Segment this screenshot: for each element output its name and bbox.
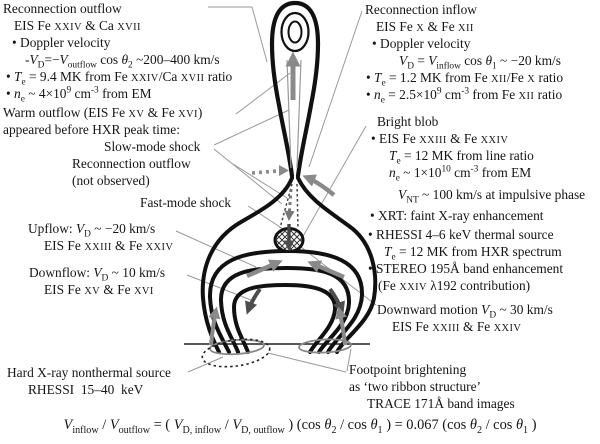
leader-slow-shock-upper — [214, 110, 289, 145]
label-outflow-density: • $n_e$ ~ $4\times 10^9$ $cm^{-3}$ from EM — [6, 85, 152, 105]
slow-shock-right-dotted — [297, 184, 298, 228]
label-blob-density: $n_e$ ~ $1\times 10^{10}$ $cm^{-3}$ from EM — [389, 164, 532, 184]
label-blob-hxr-temp: $T_e = 12$ MK from HXR spectrum — [384, 244, 562, 263]
leader-warm-outflow — [236, 73, 290, 114]
label-slow-mode-shock: Slow-mode shock — [104, 139, 201, 154]
label-hxr-source-1: Hard X-ray nonthermal source — [7, 365, 171, 380]
label-blob-heading: Bright blob — [377, 114, 439, 129]
label-inflow-temperature: • $T_e = 1.2$ MK from Fe XII/Fe X ratio — [366, 70, 564, 89]
leader-footpoint-left — [268, 353, 346, 372]
leader-downflow — [187, 275, 251, 300]
label-inflow-density: • $n_e = 2.5\times 10^9$ $cm^{-3}$ from Fe XII ratio — [366, 86, 563, 106]
label-blob-temp: $T_e = 12$ MK from line ratio — [389, 148, 534, 167]
label-outflow-instrument: EIS Fe XXIV & Ca XVII — [14, 18, 141, 33]
label-downflow-2: EIS Fe XV & Fe XVI — [44, 282, 154, 297]
leader-upflow — [176, 231, 256, 267]
label-blob-vnt: $V_{NT}$ ~ 100 km/s at impulsive phase — [398, 187, 586, 206]
label-inflow-instrument: EIS Fe X & Fe XII — [376, 19, 474, 34]
label-blob-stereo: • STEREO 195Å band enhancement — [368, 261, 564, 276]
label-outflow-temperature: • $T_e = 9.4$ MK from Fe XXIV/Ca XVII ratio — [6, 69, 233, 88]
plasmoid-ellipse-outer — [282, 13, 309, 51]
label-fast-mode-shock: Fast-mode shock — [140, 195, 232, 210]
label-inflow-heading: Reconnection inflow — [365, 2, 477, 17]
label-downflow-1: Downflow: $V_D$ ~ 10 km/s — [29, 265, 166, 284]
label-blob-xrt: • XRT: faint X-ray enhancement — [370, 208, 544, 223]
label-outflow-doppler: • Doppler velocity — [12, 35, 111, 50]
bright-blob-shape — [275, 224, 303, 252]
leader-recon-outflow-not-observed — [233, 164, 287, 198]
cusp-right-leg — [298, 178, 375, 352]
label-blob-stereo2: (Fe XXIV λ192 contribution) — [378, 278, 531, 293]
label-inflow-doppler: • Doppler velocity — [372, 36, 471, 51]
label-blob-rhessi: • RHESSI 4–6 keV thermal source — [368, 227, 554, 242]
label-footpoint-1: Footpoint brightening — [349, 362, 467, 377]
label-outflow-heading: Reconnection outflow — [3, 1, 122, 16]
plasmoid-ellipse-inner — [289, 22, 302, 43]
label-warm-outflow-1: Warm outflow (EIS Fe XV & Fe XVI) — [3, 105, 203, 120]
inflow-arrow-left-head — [279, 165, 289, 176]
label-downward-motion-1: Downward motion $V_D$ ~ 30 km/s — [377, 302, 553, 321]
label-not-observed: (not observed) — [72, 173, 150, 188]
loop-4 — [234, 285, 335, 352]
inflow-arrow-right-curved — [306, 177, 334, 195]
label-footpoint-3: TRACE 171Å band images — [367, 396, 515, 411]
label-blob-eis: • EIS Fe XXIII & Fe XXIV — [371, 131, 509, 146]
label-downward-motion-2: EIS Fe XXIII & Fe XXIV — [392, 319, 522, 334]
leader-hxr-source — [188, 357, 223, 372]
label-warm-outflow-2: appeared before HXR peak time: — [3, 122, 180, 137]
label-hxr-source-2: RHESSI 15–40 keV — [28, 382, 144, 397]
label-inflow-velocity: $V_D = V_{inflow}$ $\cos \theta_1$ ~ −20 km/s — [399, 53, 561, 72]
label-footpoint-2: as ‘two ribbon structure’ — [349, 379, 482, 394]
inflow-arrow-left-dashed — [252, 171, 277, 173]
outflow-not-observed-arrow — [289, 189, 291, 218]
velocity-ratio-formula: $V_{inflow} / V_{outflow}$ = ( $V_{D, inflow} / V_{D, outflow}$ ) (cos $\theta_2$ / $\cos \theta_1$ ) = 0.067 (cos $\theta_2$ / $\cos \theta_1$ ) — [63, 417, 537, 436]
label-outflow-velocity: $-V_D=-V_{outflow}$ $\cos \theta_2$ ~200–400 km/s — [25, 52, 220, 71]
label-recon-outflow-mid: Reconnection outflow — [72, 156, 191, 171]
label-upflow-2: EIS Fe XXIII & Fe XXIV — [44, 238, 174, 253]
label-upflow-1: Upflow: $V_D$ ~ −20 km/s — [28, 221, 156, 240]
